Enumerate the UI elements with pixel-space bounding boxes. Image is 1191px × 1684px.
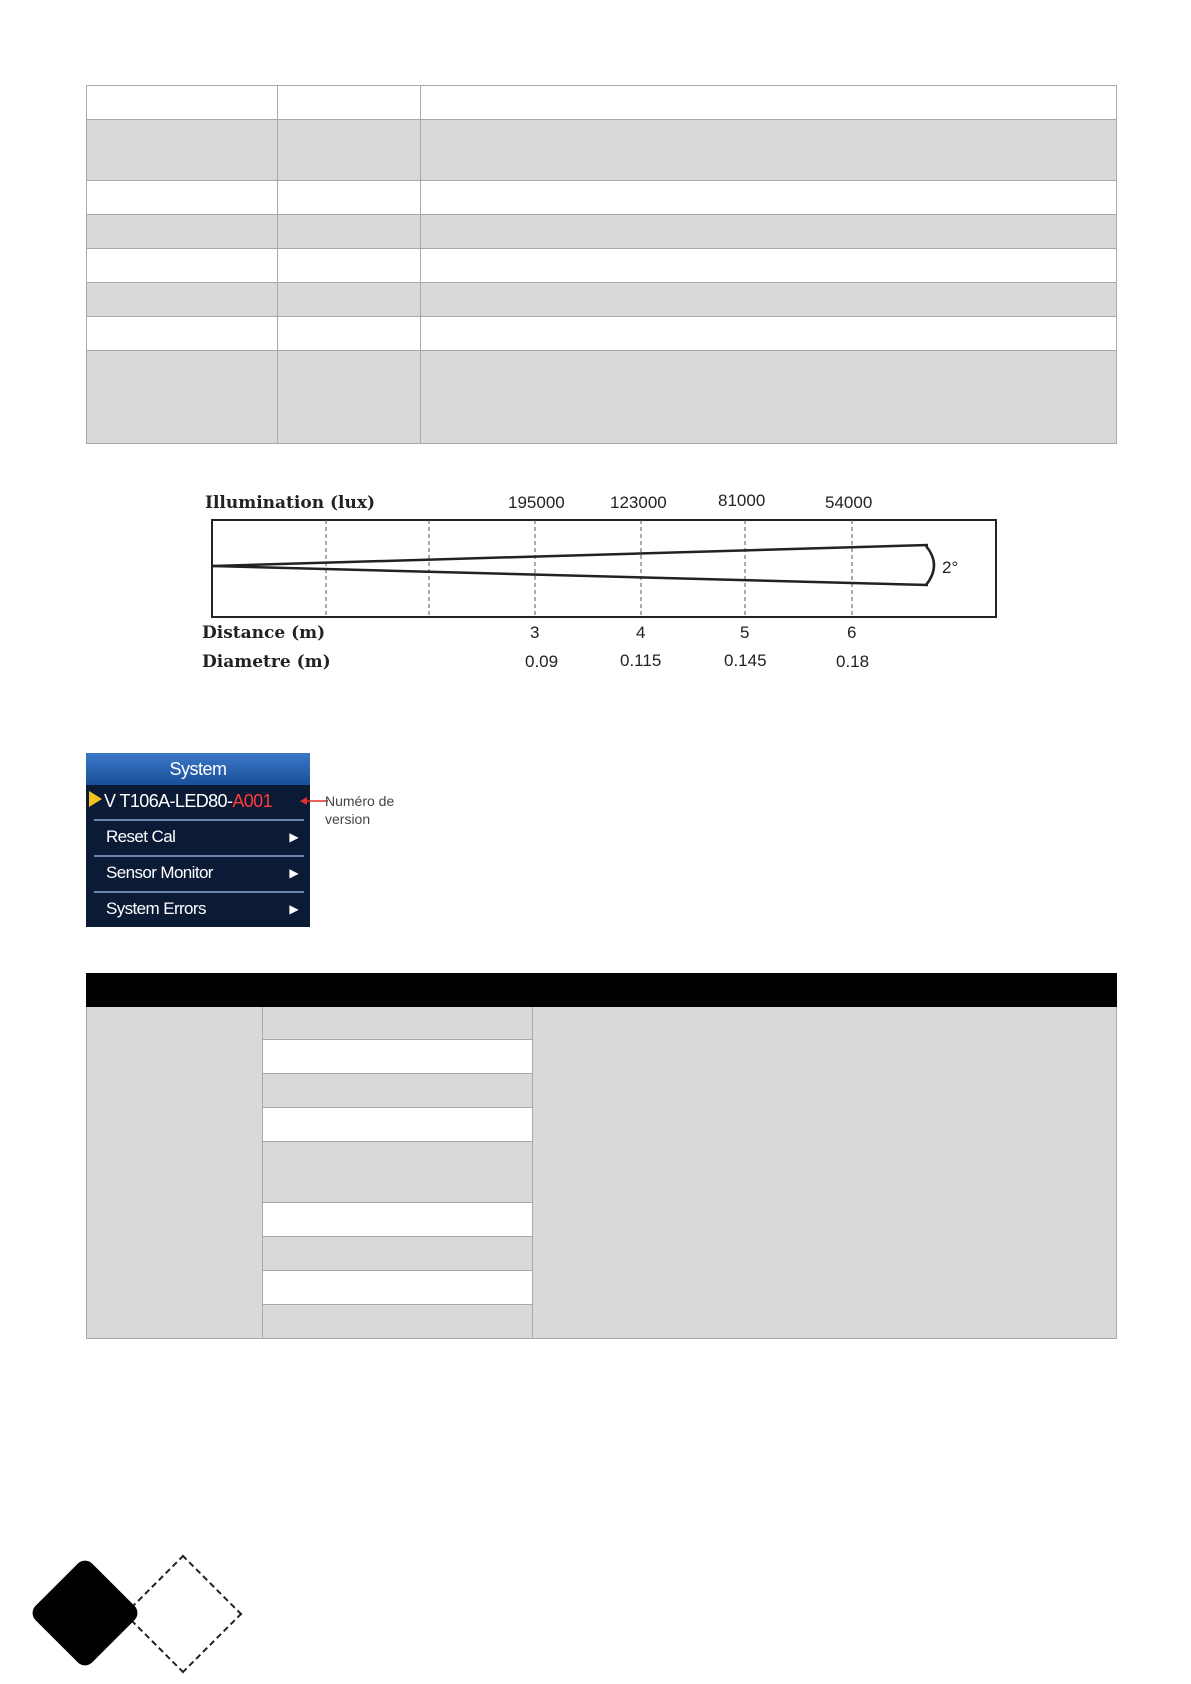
illumination-value: 54000 [825,493,873,512]
table-row [87,1007,1117,1040]
distance-value: 6 [847,623,857,642]
arrow-right-icon: ▶ [289,830,298,844]
distance-value: 4 [636,623,646,642]
illumination-value: 81000 [718,491,766,510]
arrow-right-icon: ▶ [289,866,298,880]
selection-arrow-icon [89,791,102,807]
filled-diamond-decoration [28,1556,141,1669]
diameter-value: 0.18 [836,652,870,671]
parameter-table [86,973,1117,1339]
menu-item-sensor-monitor[interactable] [86,857,310,889]
screen-title: System [86,753,310,785]
version-annotation: Numéro de version [325,793,395,827]
version-prefix: V T106A-LED80- [104,791,233,811]
version-suffix: A001 [232,791,272,811]
distance-value: 3 [530,623,540,642]
diameter-value: 0.09 [525,652,559,671]
arrow-right-icon: ▶ [289,902,298,916]
outline-diamond-decoration [124,1555,243,1674]
firmware-version [104,785,272,817]
menu-item-label: System Errors [106,899,206,918]
beam-angle: 2° [942,558,959,577]
illumination-value: 195000 [508,493,565,512]
menu-item-label: Reset Cal [106,827,176,846]
diameter-value: 0.145 [724,651,767,670]
table-header-row [87,974,1117,1007]
beam-diagram [0,0,1191,700]
menu-item-label: Sensor Monitor [106,863,213,882]
menu-item-system-errors[interactable] [86,893,310,925]
beam-lower-edge [213,566,928,585]
illumination-value: 123000 [610,493,667,512]
distance-value: 5 [740,623,750,642]
beam-upper-edge [213,545,928,566]
diameter-label: Diametre (m) [202,652,331,672]
distance-gridlines [326,520,852,617]
diameter-value: 0.115 [620,651,662,670]
distance-label: Distance (m) [202,623,326,643]
angle-arc [926,546,934,585]
menu-item-reset-cal[interactable] [86,821,310,853]
illumination-label: Illumination (lux) [205,493,376,513]
device-screen [86,753,310,927]
